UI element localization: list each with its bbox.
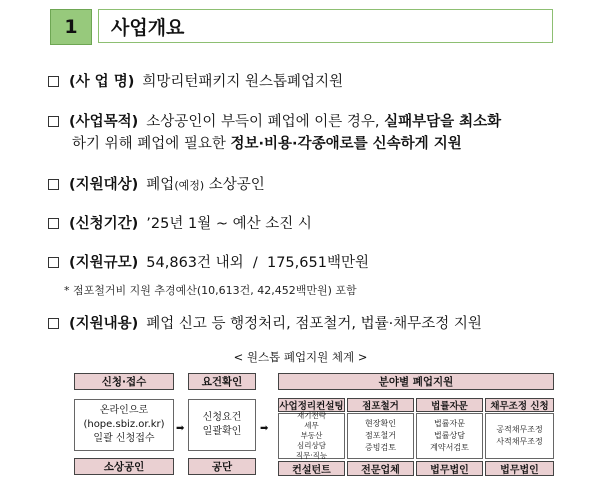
apply-line: 일괄 신청접수 bbox=[93, 433, 155, 444]
demolition-item: 증빙검토 bbox=[365, 443, 396, 452]
consulting-body bbox=[278, 413, 345, 459]
consulting-item: 직무·직능 bbox=[295, 451, 328, 460]
diagram-caption: < 원스톱 폐업지원 체계 > bbox=[233, 350, 368, 364]
debt-footer: 법무법인 bbox=[485, 461, 554, 476]
item-purpose-line2: 하기 위해 폐업에 필요한 정보·비용·각종애로를 신속하게 지원 bbox=[72, 136, 462, 152]
consulting-item: 부동산 bbox=[300, 431, 323, 440]
debt-body bbox=[485, 413, 554, 459]
confirm-line: 신청요건 bbox=[202, 412, 242, 423]
legal-header: 법률자문 bbox=[416, 398, 483, 412]
consulting-footer: 컨설턴트 bbox=[278, 461, 345, 476]
legal-item: 계약서검토 bbox=[430, 443, 469, 452]
legal-item: 법률자문 bbox=[434, 419, 465, 428]
budget-note: * 점포철거비 지원 추경예산(10,613건, 42,452백만원) 포함 bbox=[64, 284, 357, 297]
item-period: (신청기간) ’25년 1월 ~ 예산 소진 시 bbox=[48, 213, 312, 235]
item-purpose: (사업목적) 소상공인이 부득이 폐업에 이른 경우, 실패부담을 최소화 bbox=[48, 111, 501, 133]
confirm-body bbox=[188, 399, 256, 451]
demolition-item: 현장확인 bbox=[365, 419, 396, 428]
item-scale: (지원규모) 54,863건 내외 / 175,651백만원 bbox=[48, 252, 369, 274]
consulting-item: 재기전략 bbox=[297, 411, 326, 420]
demolition-item: 점포철거 bbox=[365, 431, 396, 440]
section-title: 사업개요 bbox=[98, 9, 553, 43]
arrow-right-icon: ➡ bbox=[260, 423, 269, 434]
arrow-right-icon: ➡ bbox=[176, 423, 185, 434]
apply-body bbox=[74, 399, 174, 451]
apply-line: (hope.sbiz.or.kr) bbox=[83, 419, 165, 430]
checkbox-square-icon bbox=[48, 116, 59, 127]
item-target: (지원대상) 폐업(예정) 소상공인 bbox=[48, 174, 265, 197]
debt-header: 채무조정 신청 bbox=[485, 398, 554, 412]
legal-body bbox=[416, 413, 483, 459]
confirm-line: 일괄확인 bbox=[202, 426, 242, 437]
debt-item: 공적채무조정 bbox=[496, 425, 543, 434]
consulting-header: 사업정리컨설팅 bbox=[278, 398, 345, 412]
consulting-item: 심리상담 bbox=[297, 441, 326, 450]
consulting-item: 세무 bbox=[304, 421, 319, 430]
apply-footer: 소상공인 bbox=[74, 458, 174, 475]
apply-line: 온라인으로 bbox=[99, 405, 149, 416]
legal-item: 법률상담 bbox=[434, 431, 465, 440]
confirm-header: 요건확인 bbox=[188, 373, 256, 390]
section-number: 1 bbox=[50, 9, 92, 45]
legal-footer: 법무법인 bbox=[416, 461, 483, 476]
checkbox-square-icon bbox=[48, 318, 59, 329]
confirm-footer: 공단 bbox=[188, 458, 256, 475]
demolition-footer: 전문업체 bbox=[347, 461, 414, 476]
checkbox-square-icon bbox=[48, 218, 59, 229]
support-header: 분야별 폐업지원 bbox=[278, 373, 554, 390]
checkbox-square-icon bbox=[48, 179, 59, 190]
demolition-header: 점포철거 bbox=[347, 398, 414, 412]
debt-item: 사적채무조정 bbox=[496, 437, 543, 446]
checkbox-square-icon bbox=[48, 76, 59, 87]
item-project-name: (사 업 명) 희망리턴패키지 원스톱폐업지원 bbox=[48, 71, 343, 93]
checkbox-square-icon bbox=[48, 257, 59, 268]
demolition-body bbox=[347, 413, 414, 459]
apply-header: 신청·접수 bbox=[74, 373, 174, 390]
item-content: (지원내용) 폐업 신고 등 행정처리, 점포철거, 법률·채무조정 지원 bbox=[48, 313, 482, 335]
